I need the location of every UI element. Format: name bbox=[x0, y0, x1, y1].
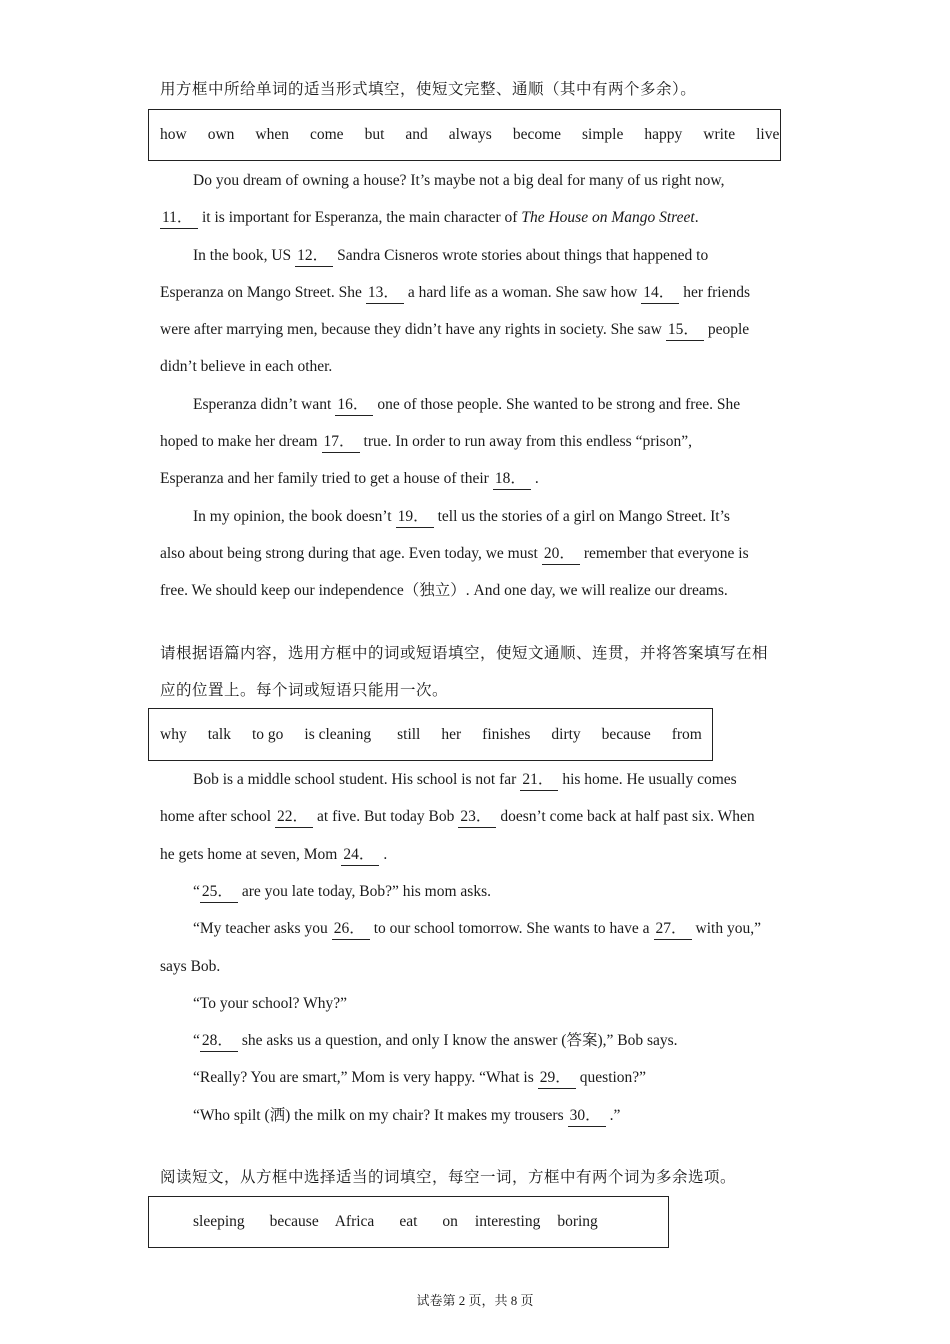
word-option: simple bbox=[582, 126, 624, 143]
word-option: finishes bbox=[482, 725, 531, 743]
book-title: The House on Mango Street bbox=[521, 209, 695, 226]
word-option: live bbox=[756, 126, 780, 143]
word-option: happy bbox=[644, 126, 683, 143]
passage2-line: “My teacher asks you 26． to our school tomorrow. She wants to have a 27． with you,” bbox=[193, 919, 761, 940]
word-option: still bbox=[397, 725, 421, 743]
answer-blank-12[interactable]: 12． bbox=[295, 246, 333, 267]
word-option: become bbox=[512, 126, 562, 143]
passage1-line: were after marrying men, because they didn’t have any rights in society. She saw 15． people bbox=[160, 320, 749, 341]
passage1-line: Esperanza and her family tried to get a house of their 18． . bbox=[160, 469, 539, 490]
word-option: own bbox=[207, 126, 235, 143]
word-option: interesting bbox=[474, 1213, 541, 1230]
answer-blank-16[interactable]: 16． bbox=[335, 395, 373, 416]
word-option: is cleaning bbox=[304, 725, 372, 743]
passage1-line: free. We should keep our independence（独立）. And one day, we will realize our dreams. bbox=[160, 582, 728, 599]
answer-blank-20[interactable]: 20． bbox=[542, 544, 580, 565]
answer-blank-23[interactable]: 23． bbox=[458, 807, 496, 828]
answer-blank-28[interactable]: 28． bbox=[200, 1031, 238, 1052]
answer-blank-19[interactable]: 19． bbox=[396, 507, 434, 528]
answer-blank-27[interactable]: 27． bbox=[654, 919, 692, 940]
section2-instruction: 应的位置上。每个词或短语只能用一次。 bbox=[160, 682, 449, 699]
passage1-line: didn’t believe in each other. bbox=[160, 358, 333, 375]
word-option: always bbox=[448, 126, 492, 143]
passage2-line: Bob is a middle school student. His school is not far 21． his home. He usually comes bbox=[193, 770, 737, 791]
word-option: her bbox=[441, 725, 462, 743]
word-box-2 bbox=[148, 708, 713, 761]
word-option: why bbox=[160, 725, 187, 743]
answer-blank-15[interactable]: 15． bbox=[666, 320, 704, 341]
passage2-line: he gets home at seven, Mom 24． . bbox=[160, 845, 387, 866]
word-option: dirty bbox=[551, 725, 581, 743]
answer-blank-11[interactable]: 11． bbox=[160, 208, 198, 229]
word-option: boring bbox=[557, 1213, 598, 1230]
answer-blank-14[interactable]: 14． bbox=[641, 283, 679, 304]
word-option: and bbox=[405, 126, 428, 143]
word-option: on bbox=[442, 1213, 458, 1230]
word-option: because bbox=[601, 725, 651, 743]
word-option: how bbox=[160, 126, 187, 143]
section3-instruction: 阅读短文，从方框中选择适当的词填空，每空一词，方框中有两个词为多余选项。 bbox=[160, 1169, 737, 1186]
answer-blank-26[interactable]: 26． bbox=[332, 919, 370, 940]
passage2-line: “To your school? Why?” bbox=[193, 995, 348, 1012]
word-option: Africa bbox=[334, 1213, 375, 1230]
passage1-line: Esperanza didn’t want 16． one of those people. She wanted to be strong and free. She bbox=[193, 395, 740, 416]
passage1-line: also about being strong during that age. Even today, we must 20． remember that everyone is bbox=[160, 544, 749, 565]
word-option: when bbox=[255, 126, 289, 143]
section1-instruction: 用方框中所给单词的适当形式填空，使短文完整、通顺（其中有两个多余）。 bbox=[160, 81, 697, 98]
answer-blank-17[interactable]: 17． bbox=[322, 432, 360, 453]
word-option: because bbox=[269, 1213, 319, 1230]
passage2-line: home after school 22． at five. But today Bob 23． doesn’t come back at half past six. When bbox=[160, 807, 755, 828]
answer-blank-22[interactable]: 22． bbox=[275, 807, 313, 828]
passage1-line: Esperanza on Mango Street. She 13． a hard life as a woman. She saw how 14． her friends bbox=[160, 283, 750, 304]
word-list-1 bbox=[160, 110, 779, 160]
answer-blank-30[interactable]: 30． bbox=[568, 1106, 606, 1127]
passage2-line: says Bob. bbox=[160, 958, 221, 975]
word-option: talk bbox=[207, 725, 231, 743]
passage1-line: hoped to make her dream 17． true. In order to run away from this endless “prison”, bbox=[160, 432, 692, 453]
passage2-line: “Really? You are smart,” Mom is very happy. “What is 29． question?” bbox=[193, 1068, 646, 1089]
answer-blank-24[interactable]: 24． bbox=[341, 845, 379, 866]
answer-blank-29[interactable]: 29． bbox=[538, 1068, 576, 1089]
word-option: come bbox=[309, 126, 344, 143]
page-number-footer: 试卷第 2 页，共 8 页 bbox=[416, 1293, 534, 1308]
section2-instruction: 请根据语篇内容，选用方框中的词或短语填空，使短文通顺、连贯，并将答案填写在相 bbox=[160, 645, 769, 662]
answer-blank-18[interactable]: 18． bbox=[493, 469, 531, 490]
word-option: write bbox=[703, 126, 736, 143]
passage1-line: 11． it is important for Esperanza, the main character of The House on Mango Street. bbox=[160, 208, 699, 229]
passage2-line: “Who spilt (洒) the milk on my chair? It makes my trousers 30． .” bbox=[193, 1106, 620, 1127]
word-list-2 bbox=[160, 709, 702, 760]
word-list-3 bbox=[193, 1197, 598, 1247]
answer-blank-25[interactable]: 25． bbox=[200, 882, 238, 903]
word-option: sleeping bbox=[193, 1213, 245, 1230]
word-box-3 bbox=[148, 1196, 669, 1248]
word-option: from bbox=[671, 725, 702, 743]
answer-blank-13[interactable]: 13． bbox=[366, 283, 404, 304]
passage2-line: “ 28． she asks us a question, and only I know the answer (答案),” Bob says. bbox=[193, 1031, 678, 1052]
word-box-1 bbox=[148, 109, 781, 161]
word-option: to go bbox=[251, 725, 284, 743]
passage1-line: Do you dream of owning a house? It’s maybe not a big deal for many of us right now, bbox=[193, 172, 725, 189]
answer-blank-21[interactable]: 21． bbox=[520, 770, 558, 791]
word-option: eat bbox=[399, 1213, 418, 1230]
passage1-line: In my opinion, the book doesn’t 19． tell us the stories of a girl on Mango Street. It’s bbox=[193, 507, 730, 528]
word-option: but bbox=[364, 126, 385, 143]
passage2-line: “ 25． are you late today, Bob?” his mom asks. bbox=[193, 882, 491, 903]
passage1-line: In the book, US 12． Sandra Cisneros wrote stories about things that happened to bbox=[193, 246, 708, 267]
